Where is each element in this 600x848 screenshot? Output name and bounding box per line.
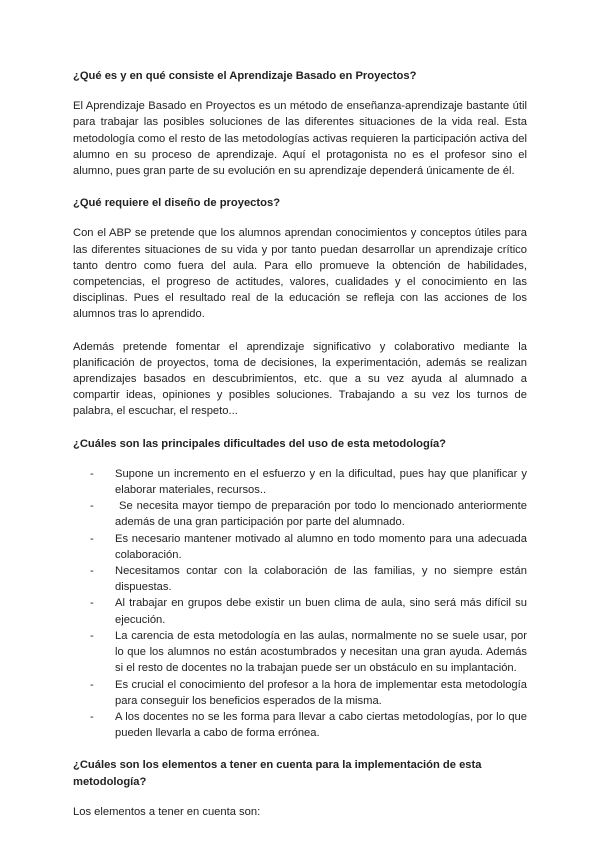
list-item (90, 595, 527, 627)
list-item-text: La carencia de esta metodología en las aulas, normalmente no se suele usar, por lo que los alumnos no están acostumbrados y necesitan una gran ayuda. Además si el resto de docentes no la trabajan puede ser un obstáculo en su implantación. (115, 629, 527, 675)
list-item (90, 498, 531, 530)
list-item-text: Es crucial el conocimiento del profesor a la hora de implementar esta metodología para conseguir los beneficios esperados de la misma. (115, 678, 527, 707)
difficulties-list (73, 466, 531, 741)
list-item-text: Al trabajar en grupos debe existir un buen clima de aula, sino será más difícil su ejecución. (115, 597, 527, 626)
list-item (90, 563, 527, 595)
list-item-text: Es necesario mantener motivado al alumno en todo momento para una adecuada colaboración. (115, 532, 527, 561)
list-item (90, 531, 527, 563)
list-item (90, 628, 527, 677)
list-item (90, 709, 527, 741)
paragraph-abp-learning: Además pretende fomentar el aprendizaje significativo y colaborativo mediante la planificación de proyectos, toma de decisiones, la experimentación, además se realizan aprendizajes basados en descubrimientos, etc. que a su vez ayuda al alumnado a compartir ideas, opiniones y posibles soluciones. Trabajando a su vez los turnos de palabra, el escuchar, el respeto... (73, 340, 527, 418)
section-heading-difficulties: ¿Cuáles son las principales dificultades del uso de esta metodología? (73, 437, 447, 450)
paragraph-elements-intro: Los elementos a tener en cuenta son: (73, 805, 261, 818)
list-item-text: Se necesita mayor tiempo de preparación por todo lo mencionado anteriormente además de una gran participación por parte del alumnado. (115, 500, 531, 529)
bullet-dash: - (90, 710, 94, 723)
list-item (90, 466, 527, 498)
bullet-dash: - (90, 597, 94, 610)
section-heading-project-design: ¿Qué requiere el diseño de proyectos? (73, 197, 281, 210)
list-item (90, 677, 527, 709)
bullet-dash: - (90, 678, 94, 691)
paragraph-abp-goals: Con el ABP se pretende que los alumnos aprendan conocimientos y conceptos útiles para las diferentes situaciones de su vida y por tanto puedan desarrollar un aprendizaje crítico tanto dentro como fuera del aula. Para ello promueve la obtención de habilidades, competencias, el progreso de actitudes, valores, cualidades y el conocimiento en las disciplinas. Pues el resultado real de la educación se refleja con las acciones de los alumnos tras lo aprendido. (73, 227, 527, 321)
section-heading-implementation-elements: ¿Cuáles son los elementos a tener en cuenta para la implementación de esta metodología? (73, 759, 482, 788)
paragraph-abp-definition: El Aprendizaje Basado en Proyectos es un método de enseñanza-aprendizaje bastante útil para trabajar las posibles soluciones de las diferentes situaciones de la vida real. Esta metodología como el resto de las metodologías activas requieren la participación activa del alumno en su proceso de aprendizaje. Aquí el protagonista no es el profesor sino el alumno, pues gran parte de su evolución en su aprendizaje dependerá únicamente de él. (73, 100, 527, 178)
bullet-dash: - (90, 565, 94, 578)
bullet-dash: - (90, 532, 94, 545)
list-item-text: Necesitamos contar con la colaboración de las familias, y no siempre están dispuestas. (115, 565, 527, 594)
bullet-dash: - (90, 467, 94, 480)
section-heading-what-is-abp: ¿Qué es y en qué consiste el Aprendizaje Basado en Proyectos? (73, 70, 417, 82)
bullet-dash: - (90, 500, 94, 513)
list-item-text: Supone un incremento en el esfuerzo y en la dificultad, pues hay que planificar y elaborar materiales, recursos.. (115, 467, 527, 497)
bullet-dash: - (90, 629, 94, 642)
list-item-text: A los docentes no se les forma para llevar a cabo ciertas metodologías, por lo que pueden llevarla a cabo de forma errónea. (115, 710, 527, 740)
